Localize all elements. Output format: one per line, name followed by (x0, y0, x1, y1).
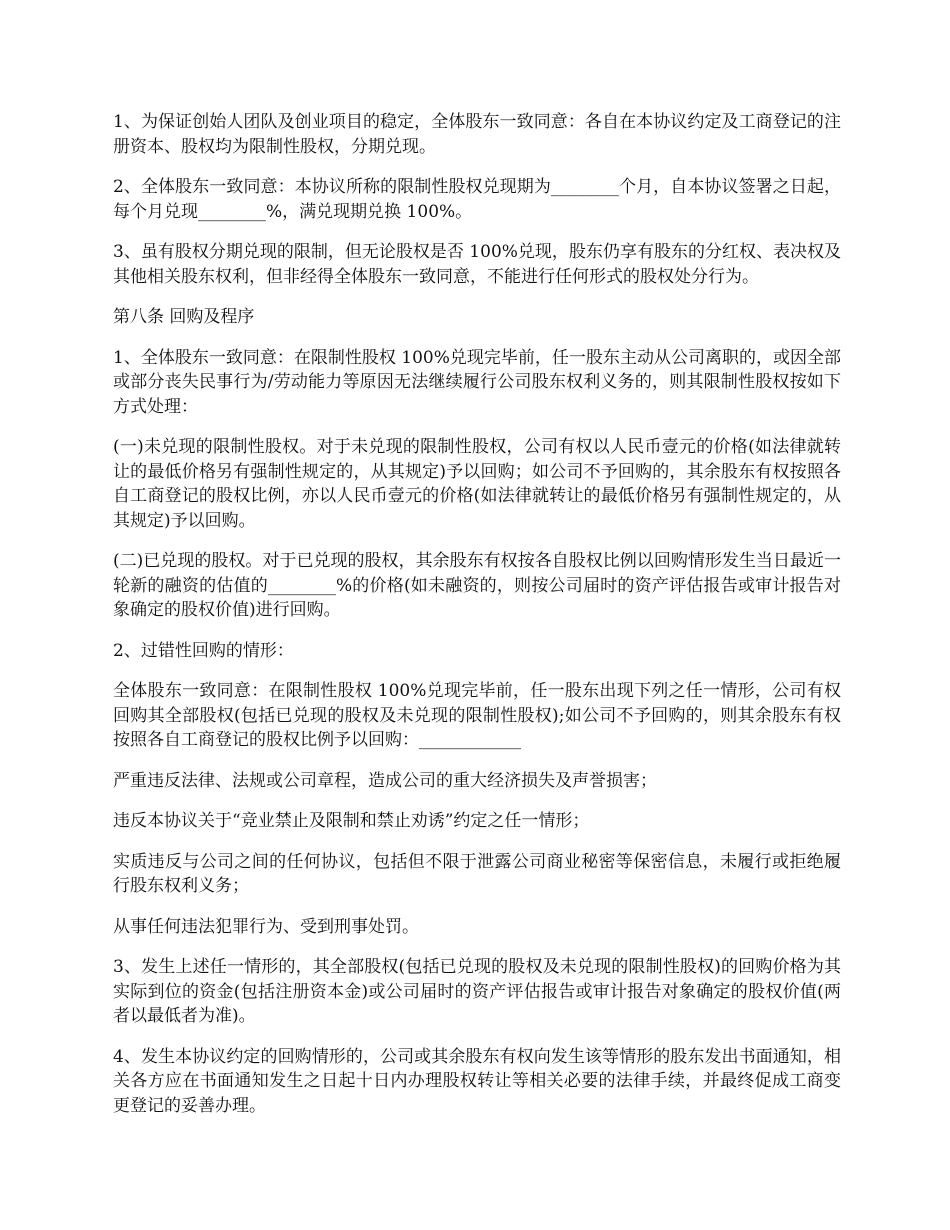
vested-equity-paragraph: (二)已兑现的股权。对于已兑现的股权，其余股东有权按各自股权比例以回购情形发生当日最近一轮新的融资的估值的________%的价格(如未融资的，则按公司届时的资产评估报告或审计报告对象确定的股权价值)进行回购。 (113, 551, 841, 620)
clause-3-shareholder-rights: 3、虽有股权分期兑现的限制，但无论股权是否 100%兑现，股东仍享有股东的分红权、表决权及其他相关股东权利，但非经得全体股东一致同意，不能进行任何形式的股权处分行为。 (113, 242, 841, 287)
unvested-equity-paragraph: (一)未兑现的限制性股权。对于未兑现的限制性股权，公司有权以人民币壹元的价格(如法律就转让的最低价格另有强制性规定的，从其规定)予以回购；如公司不予回购的，其余股东有权按照各自工商登记的股权比例，亦以人民币壹元的价格(如法律就转让的最低价格另有强制性规定的，从其规定)予以回购。 (113, 437, 841, 531)
article-8-heading: 第八条 回购及程序 (113, 307, 255, 327)
article-8-clause-3: 3、发生上述任一情形的，其全部股权(包括已兑现的股权及未兑现的限制性股权)的回购价格为其实际到位的资金(包括注册资本金)或公司届时的资产评估报告或审计报告对象确定的股权价值(两者以最低者为准)。 (113, 957, 841, 1026)
fault-case-non-compete: 违反本协议关于“竞业禁止及限制和禁止劝诱”约定之任一情形； (113, 811, 590, 831)
article-8-clause-1: 1、全体股东一致同意：在限制性股权 100%兑现完毕前，任一股东主动从公司离职的，或因全部或部分丧失民事行为/劳动能力等原因无法继续履行公司股东权利义务的，则其限制性股权按如下方式处理： (113, 347, 841, 417)
document-body (113, 110, 841, 1134)
fault-case-violation-of-law: 严重违反法律、法规或公司章程，造成公司的重大经济损失及声誉损害； (113, 770, 657, 791)
fault-case-breach-of-agreement: 实质违反与公司之间的任何协议，包括但不限于泄露公司商业秘密等保密信息，未履行或拒绝履行股东权利义务； (113, 851, 841, 896)
article-8-clause-4: 4、发生本协议约定的回购情形的，公司或其余股东有权向发生该等情形的股东发出书面通知，相关各方应在书面通知发生之日起十日内办理股权转让等相关必要的法律手续，并最终促成工商变更登记的妥善办理。 (113, 1046, 841, 1116)
clause-1-restricted-equity: 1、为保证创始人团队及创业项目的稳定，全体股东一致同意：各自在本协议约定及工商登记的注册资本、股权均为限制性股权，分期兑现。 (113, 112, 841, 157)
fault-case-criminal-offense: 从事任何违法犯罪行为、受到刑事处罚。 (113, 916, 419, 937)
article-8-clause-2-heading: 2、过错性回购的情形： (113, 640, 294, 661)
clause-2-vesting-period: 2、全体股东一致同意：本协议所称的限制性股权兑现期为________个月，自本协议签署之日起，每个月兑现________%，满兑现期兑换 100%。 (113, 177, 841, 222)
fault-repurchase-paragraph: 全体股东一致同意：在限制性股权 100%兑现完毕前，任一股东出现下列之任一情形，公司有权回购其全部股权(包括已兑现的股权及未兑现的限制性股权);如公司不予回购的，则其余股东有权按照各自工商登记的股权比例予以回购：____________ (113, 681, 841, 750)
